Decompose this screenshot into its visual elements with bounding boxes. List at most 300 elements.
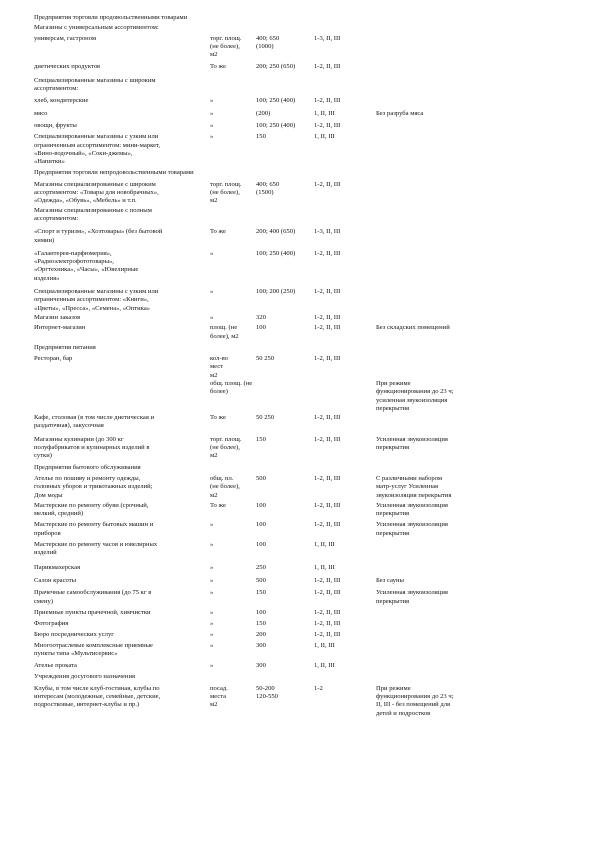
- cell-line: «Спорт и туризм», «Хозтовары» (без бытовой: [34, 228, 163, 236]
- cell-line: 1-2, II, III: [314, 576, 341, 584]
- table-row: [34, 133, 564, 166]
- unit-of-measure: [210, 133, 256, 166]
- section-heading: Учреждения досугового назначения: [34, 672, 136, 680]
- cell-line: хлеб, кондитерские: [34, 97, 89, 105]
- cell-line: «Цветы», «Пресса», «Семена», «Оптика»: [34, 304, 151, 312]
- cell-line: 400; 650: [256, 180, 280, 188]
- cell-line: 1-2, II, III: [314, 313, 341, 321]
- location-category: [314, 414, 376, 431]
- location-category: [314, 35, 376, 60]
- cell-line: 1-2, II, III: [314, 63, 341, 71]
- establishment-name: [34, 662, 210, 670]
- unit-of-measure: [210, 541, 256, 558]
- section-heading: Предприятия бытового обслуживания: [34, 463, 141, 471]
- cell-line: ассортиментом: «Товары для новобрачных»,: [34, 189, 159, 197]
- note: [376, 181, 564, 206]
- cell-line: (1000): [256, 42, 274, 50]
- cell-line: 1, II, III: [314, 541, 335, 549]
- cell-line: интересам (молодежные, семейные, детские,: [34, 693, 161, 701]
- cell-line: [376, 372, 564, 380]
- cell-line: Усиленная звукоизоляция: [376, 521, 448, 529]
- cell-line: кол-во: [210, 355, 228, 363]
- cell-line: [376, 288, 564, 296]
- cell-line: Многоотраслевые комплексные приемные: [34, 641, 153, 649]
- cell-line: [376, 355, 564, 363]
- location-category: [314, 541, 376, 558]
- table-row: [34, 577, 564, 585]
- cell-line: 1-2, II, III: [314, 249, 341, 257]
- cell-line: сутки): [34, 452, 52, 460]
- cell-line: изделий: [34, 549, 57, 557]
- cell-line: м2: [210, 371, 218, 379]
- cell-line: детей и подростков: [376, 709, 431, 717]
- cell-line: »: [210, 620, 214, 628]
- cell-line: 100; 250 (400): [256, 121, 296, 129]
- location-category: [314, 97, 376, 105]
- cell-line: диетических продуктов: [34, 63, 101, 71]
- cell-line: мест: [210, 363, 224, 371]
- cell-line: 1-2, II, III: [314, 501, 341, 509]
- note: [376, 414, 564, 431]
- cell-line: 100: [256, 501, 266, 509]
- unit-of-measure: [210, 122, 256, 130]
- note: [376, 577, 564, 585]
- establishment-name: [34, 250, 210, 283]
- cell-line: [376, 97, 564, 105]
- cell-line: Мастерские по ремонту обуви (срочный,: [34, 501, 149, 509]
- location-category: [314, 288, 376, 313]
- table-row: [34, 620, 564, 628]
- cell-line: головных уборов и трикотажных изделий;: [34, 483, 153, 491]
- capacity-value: [256, 35, 314, 60]
- establishment-name: [34, 620, 210, 628]
- cell-line: перекрытия: [376, 510, 410, 518]
- cell-line: (1500): [256, 189, 274, 197]
- cell-line: 1-2, II, III: [314, 355, 341, 363]
- cell-line: 300: [256, 662, 266, 670]
- cell-line: приборов: [34, 529, 61, 537]
- cell-line: »: [210, 641, 214, 649]
- unit-of-measure: [210, 577, 256, 585]
- note: [376, 564, 564, 572]
- table-row: [34, 414, 564, 431]
- cell-line: Усиленная звукоизоляция: [376, 589, 448, 597]
- location-category: [314, 122, 376, 130]
- location-category: [314, 355, 376, 413]
- location-category: [314, 502, 376, 519]
- cell-line: 1-2, II, III: [314, 288, 341, 296]
- table-row: [34, 502, 564, 519]
- cell-line: Магазины кулинарии (до 300 кг: [34, 435, 124, 443]
- table-row: [34, 228, 564, 245]
- capacity-value: [256, 228, 314, 245]
- cell-line: торг. площ.: [210, 34, 242, 42]
- location-category: [314, 577, 376, 585]
- location-category: [314, 63, 376, 71]
- cell-line: перекрытия: [376, 404, 410, 412]
- cell-line: Мастерские по ремонту часов и ювелирных: [34, 541, 158, 549]
- cell-line: посад.: [210, 684, 228, 692]
- unit-of-measure: [210, 642, 256, 659]
- establishment-name: [34, 324, 210, 341]
- cell-line: Дом моды: [34, 491, 63, 499]
- cell-line: м2: [210, 452, 218, 460]
- cell-line: пункты типа «Мультисервис»: [34, 650, 118, 657]
- unit-of-measure: [210, 685, 256, 718]
- cell-line: Магазины специализированные с широким: [34, 180, 156, 188]
- establishment-name: [34, 122, 210, 130]
- cell-line: 1, II, III: [314, 641, 335, 649]
- note: [376, 521, 564, 538]
- cell-line: 1-2, II, III: [314, 97, 341, 105]
- unit-of-measure: [210, 63, 256, 71]
- establishment-name: [34, 288, 210, 313]
- capacity-value: [256, 589, 314, 606]
- cell-line: функционирования до 23 ч;: [376, 693, 454, 701]
- section-heading: Специализированные магазины с широким: [34, 76, 156, 84]
- cell-line: мелкий, средний): [34, 510, 84, 518]
- unit-of-measure: [210, 97, 256, 105]
- table-row: [34, 355, 564, 413]
- cell-line: »: [210, 97, 214, 105]
- location-category: [314, 609, 376, 617]
- table-row: [34, 288, 564, 313]
- cell-line: 1-2, II, III: [314, 631, 341, 639]
- cell-line: более): [210, 388, 228, 396]
- table-row: [34, 631, 564, 639]
- cell-line: [376, 228, 564, 236]
- establishment-name: [34, 685, 210, 718]
- location-category: [314, 631, 376, 639]
- cell-line: 1-3, II, III: [314, 34, 341, 42]
- establishment-name: [34, 35, 210, 60]
- cell-line: Усиленная звукоизоляция: [376, 501, 448, 509]
- cell-line: 200; 250 (650): [256, 63, 296, 71]
- norms-table: [34, 14, 564, 718]
- cell-line: площ. (не: [210, 324, 238, 332]
- cell-line: 1-2, II, III: [314, 589, 341, 597]
- cell-line: функционирования до 23 ч;: [376, 388, 454, 396]
- location-category: [314, 685, 376, 718]
- section-heading: Предприятия торговли непродовольственными товарами: [34, 169, 194, 177]
- location-category: [314, 250, 376, 283]
- table-row: [34, 662, 564, 670]
- cell-line: 100: [256, 521, 266, 529]
- capacity-value: [256, 620, 314, 628]
- capacity-value: [256, 564, 314, 572]
- cell-line: перекрытия: [376, 597, 410, 605]
- cell-line: 50 250: [256, 355, 275, 363]
- cell-line: раздаточная), закусочная: [34, 422, 104, 430]
- table-row: [34, 122, 564, 130]
- note: [376, 288, 564, 313]
- table-row: [34, 436, 564, 461]
- capacity-value: [256, 577, 314, 585]
- unit-of-measure: [210, 414, 256, 431]
- cell-line: мясо: [34, 109, 48, 117]
- capacity-value: [256, 324, 314, 341]
- cell-line: Ателье по пошиву и ремонту одежды,: [34, 474, 141, 482]
- cell-line: Кафе, столовая (в том числе диетическая и: [34, 414, 155, 422]
- establishment-name: [34, 97, 210, 105]
- cell-line: 1-2, II, III: [314, 608, 341, 616]
- cell-line: матр-услуг Усиленная: [376, 483, 439, 491]
- section-heading: Магазины специализированные с полным: [34, 206, 152, 214]
- cell-line: 120-550: [256, 693, 278, 701]
- cell-line: (не более),: [210, 444, 240, 452]
- cell-line: ограниченным ассортиментом: мини-маркет,: [34, 141, 161, 149]
- cell-line: [376, 181, 564, 189]
- cell-line: звукоизоляция перекрытия: [376, 491, 452, 499]
- establishment-name: [34, 609, 210, 617]
- capacity-value: [256, 63, 314, 71]
- cell-line: места: [210, 693, 227, 701]
- note: [376, 228, 564, 245]
- location-category: [314, 228, 376, 245]
- cell-line: Усиленная звукоизоляция: [376, 435, 448, 443]
- capacity-value: [256, 631, 314, 639]
- cell-line: [376, 564, 564, 572]
- cell-line: (не более),: [210, 42, 240, 50]
- cell-line: (200): [256, 109, 271, 117]
- note: [376, 609, 564, 617]
- location-category: [314, 133, 376, 166]
- location-category: [314, 324, 376, 341]
- establishment-name: [34, 642, 210, 659]
- cell-line: [376, 620, 564, 628]
- cell-line: То же: [210, 228, 226, 236]
- unit-of-measure: [210, 250, 256, 283]
- cell-line: Парикмахерская: [34, 563, 81, 571]
- cell-line: »: [210, 249, 214, 257]
- cell-line: 1-2, II, III: [314, 180, 341, 188]
- section-heading: Предприятия торговли продовольственными товарами: [34, 14, 188, 21]
- cell-line: [376, 609, 564, 617]
- note: [376, 502, 564, 519]
- cell-line: [376, 314, 564, 322]
- cell-line: Ателье проката: [34, 662, 77, 670]
- unit-of-measure: [210, 475, 256, 500]
- cell-line: Клубы, в том числе клуб-гостиная, клубы по: [34, 684, 160, 692]
- note: [376, 133, 564, 166]
- table-row: [34, 314, 564, 322]
- capacity-value: [256, 521, 314, 538]
- cell-line: подростковые, интернет-клубы и пр.): [34, 701, 140, 709]
- unit-of-measure: [210, 502, 256, 519]
- cell-line: 200; 400 (650): [256, 228, 296, 236]
- location-category: [314, 314, 376, 322]
- cell-line: 500: [256, 474, 266, 482]
- note: [376, 355, 564, 413]
- table-row: [34, 642, 564, 659]
- location-category: [314, 564, 376, 572]
- unit-of-measure: [210, 35, 256, 60]
- unit-of-measure: [210, 589, 256, 606]
- cell-line: более), м2: [210, 332, 239, 340]
- cell-line: Бюро посреднических услуг: [34, 631, 114, 639]
- capacity-value: [256, 541, 314, 558]
- unit-of-measure: [210, 631, 256, 639]
- cell-line: 100; 200 (250): [256, 288, 296, 296]
- cell-line: 1-2: [314, 684, 323, 692]
- establishment-name: [34, 502, 210, 519]
- location-category: [314, 662, 376, 670]
- note: [376, 541, 564, 558]
- capacity-value: [256, 436, 314, 461]
- cell-line: 1-2, II, III: [314, 121, 341, 129]
- section-heading: ассортиментом:: [34, 214, 79, 222]
- cell-line: (не более),: [210, 483, 240, 491]
- section-heading: ассортиментом:: [34, 85, 79, 93]
- capacity-value: [256, 414, 314, 431]
- table-row: [34, 521, 564, 538]
- cell-line: «Напитки»: [34, 158, 65, 166]
- unit-of-measure: [210, 288, 256, 313]
- table-row: [34, 63, 564, 71]
- cell-line: »: [210, 576, 214, 584]
- cell-line: Приемные пункты прачечной, химчистки: [34, 608, 151, 616]
- cell-line: м2: [210, 491, 218, 499]
- cell-line: При режиме: [376, 684, 411, 692]
- note: [376, 685, 564, 718]
- cell-line: изделия»: [34, 274, 60, 282]
- cell-line: »: [210, 313, 214, 321]
- cell-line: Без разруба мяса: [376, 109, 424, 117]
- note: [376, 642, 564, 659]
- cell-line: То же: [210, 414, 226, 422]
- unit-of-measure: [210, 324, 256, 341]
- capacity-value: [256, 475, 314, 500]
- unit-of-measure: [210, 110, 256, 118]
- capacity-value: [256, 110, 314, 118]
- note: [376, 324, 564, 341]
- section-heading: Предприятия питания: [34, 343, 96, 351]
- cell-line: Специализированные магазины с узким или: [34, 288, 159, 296]
- cell-line: торг. площ.: [210, 180, 242, 188]
- table-row: [34, 250, 564, 283]
- location-category: [314, 589, 376, 606]
- cell-line: [376, 122, 564, 130]
- cell-line: [376, 642, 564, 650]
- establishment-name: [34, 541, 210, 558]
- cell-line: »: [210, 109, 214, 117]
- capacity-value: [256, 97, 314, 105]
- cell-line: »: [210, 662, 214, 670]
- cell-line: »: [210, 133, 214, 141]
- cell-line: 50 250: [256, 414, 275, 422]
- table-row: [34, 97, 564, 105]
- cell-line: [376, 363, 564, 371]
- cell-line: 1-3, II, III: [314, 228, 341, 236]
- establishment-name: [34, 589, 210, 606]
- capacity-value: [256, 355, 314, 413]
- establishment-name: [34, 475, 210, 500]
- capacity-value: [256, 122, 314, 130]
- establishment-name: [34, 631, 210, 639]
- cell-line: 320: [256, 313, 266, 321]
- establishment-name: [34, 110, 210, 118]
- cell-line: Интернет-магазин: [34, 324, 86, 332]
- cell-line: Магазин заказов: [34, 313, 81, 321]
- cell-line: «Одежда», «Обувь», «Мебель» и т.п.: [34, 197, 137, 205]
- cell-line: м2: [210, 701, 218, 709]
- cell-line: смену): [34, 597, 54, 605]
- cell-line: м2: [210, 197, 218, 205]
- cell-line: универсам, гастроном: [34, 34, 97, 42]
- cell-line: общ. площ. (не: [210, 379, 253, 387]
- unit-of-measure: [210, 228, 256, 245]
- table-row: [34, 564, 564, 572]
- cell-line: »: [210, 589, 214, 597]
- cell-line: «Оргтехника», «Часы», «Ювелирные: [34, 266, 139, 274]
- cell-line: Специализированные магазины с узким или: [34, 133, 159, 141]
- unit-of-measure: [210, 620, 256, 628]
- cell-line: [376, 250, 564, 258]
- establishment-name: [34, 577, 210, 585]
- cell-line: Без сауны: [376, 576, 404, 584]
- cell-line: торг. площ.: [210, 435, 242, 443]
- cell-line: 1, II, III: [314, 133, 335, 141]
- cell-line: 250: [256, 563, 266, 571]
- cell-line: 100: [256, 541, 266, 549]
- cell-line: «Галантерея-парфюмерия»,: [34, 249, 112, 257]
- unit-of-measure: [210, 609, 256, 617]
- capacity-value: [256, 314, 314, 322]
- cell-line: перекрытия: [376, 444, 410, 452]
- location-category: [314, 475, 376, 500]
- cell-line: овощи, фрукты: [34, 121, 77, 129]
- cell-line: 200: [256, 631, 266, 639]
- establishment-name: [34, 228, 210, 245]
- cell-line: 150: [256, 435, 266, 443]
- note: [376, 122, 564, 130]
- note: [376, 110, 564, 118]
- location-category: [314, 620, 376, 628]
- note: [376, 620, 564, 628]
- cell-line: Салон красоты: [34, 576, 77, 584]
- cell-line: ограниченным ассортиментом: «Книги»,: [34, 296, 149, 304]
- section-heading: Магазины с универсальным ассортиментом:: [34, 24, 159, 32]
- capacity-value: [256, 609, 314, 617]
- cell-line: »: [210, 288, 214, 296]
- cell-line: 1, II, III: [314, 662, 335, 670]
- cell-line: 1-2, II, III: [314, 474, 341, 482]
- establishment-name: [34, 564, 210, 572]
- cell-line: То же: [210, 63, 226, 71]
- cell-line: 300: [256, 641, 266, 649]
- cell-line: (не более),: [210, 189, 240, 197]
- capacity-value: [256, 181, 314, 206]
- cell-line: 1, II, III: [314, 563, 335, 571]
- note: [376, 97, 564, 105]
- cell-line: 1, II, III: [314, 109, 335, 117]
- capacity-value: [256, 685, 314, 718]
- cell-line: 1-2, II, III: [314, 620, 341, 628]
- cell-line: полуфабрикатов и кулинарных изделий в: [34, 444, 150, 452]
- cell-line: усиленная звукоизоляция: [376, 396, 448, 404]
- unit-of-measure: [210, 314, 256, 322]
- cell-line: [376, 541, 564, 549]
- cell-line: Фотография: [34, 620, 69, 628]
- location-category: [314, 642, 376, 659]
- cell-line: Прачечные самообслуживания (до 75 кг в: [34, 589, 152, 597]
- cell-line: химии): [34, 236, 55, 244]
- establishment-name: [34, 133, 210, 166]
- cell-line: 150: [256, 589, 266, 597]
- cell-line: »: [210, 521, 214, 529]
- note: [376, 314, 564, 322]
- table-row: [34, 685, 564, 718]
